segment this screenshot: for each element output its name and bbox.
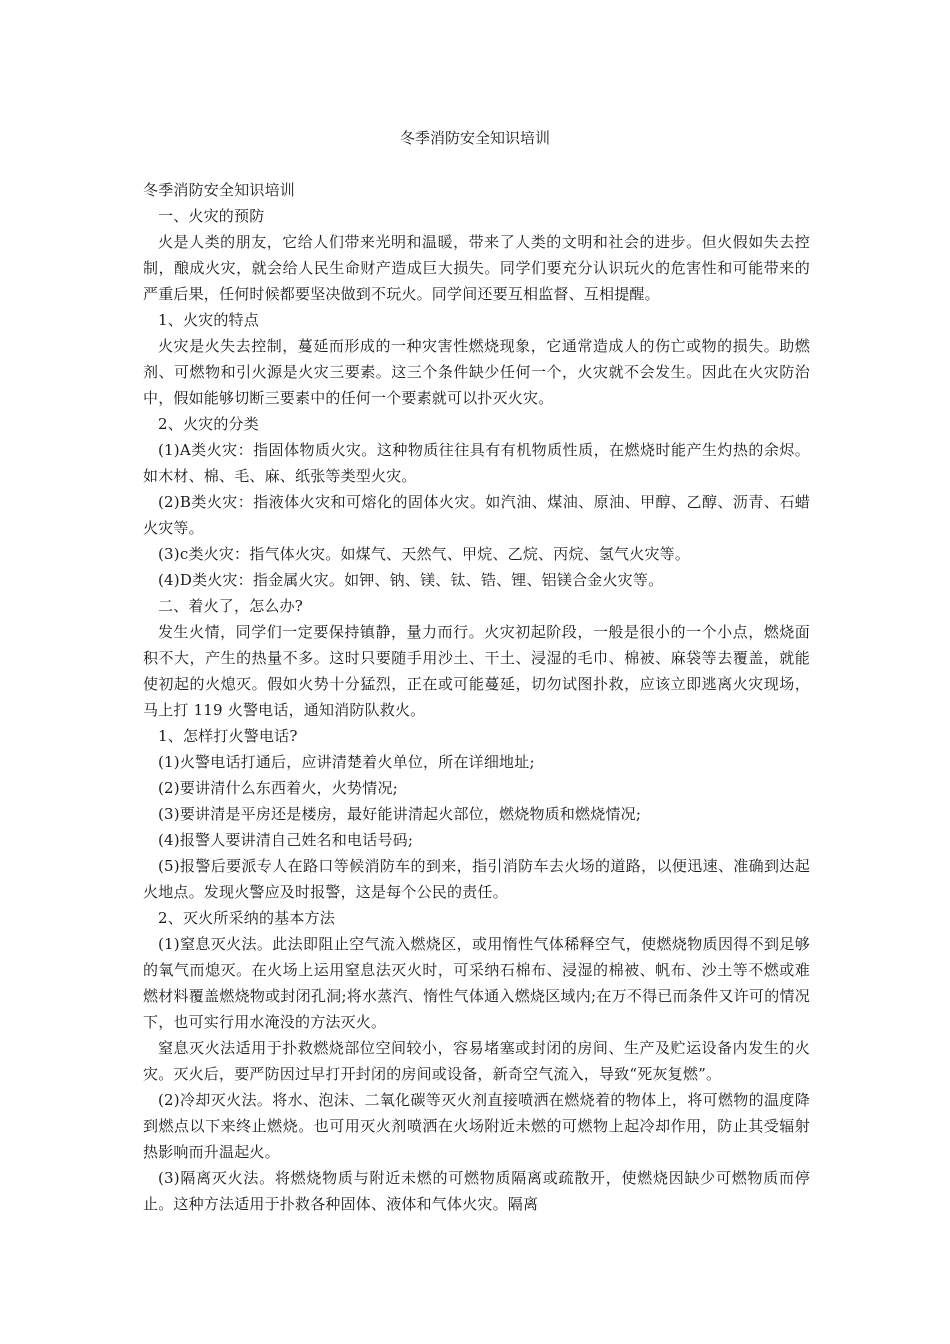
paragraph: 1、怎样打火警电话? [158,727,298,745]
paragraph: (5)报警后要派专人在路口等候消防车的到来，指引消防车去火场的道路，以便迅速、准确到达起火地点。发现火警应及时报警，这是每个公民的责任。 [143,857,810,901]
page-title: 冬季消防安全知识培训 [399,129,550,147]
paragraph: (3)隔离灭火法。将燃烧物质与附近未燃的可燃物质隔离或疏散开，使燃烧因缺少可燃物质而停止。这种方法适用于扑救各种固体、液体和气体火灾。隔离 [143,1169,810,1213]
paragraph: 1、火灾的特点 [158,311,259,329]
paragraph: 窒息灭火法适用于扑救燃烧部位空间较小，容易堵塞或封闭的房间、生产及贮运设备内发生的火灾。灭火后，要严防因过早打开封闭的房间或设备，新奇空气流入，导致“死灰复燃”。 [143,1039,810,1083]
paragraph: (4)报警人要讲清自己姓名和电话号码; [158,831,414,849]
paragraph: (4)D类火灾：指金属火灾。如钾、钠、镁、钛、锆、锂、铝镁合金火灾等。 [158,571,664,589]
paragraph: (3)要讲清是平房还是楼房，最好能讲清起火部位，燃烧物质和燃烧情况; [158,805,642,823]
paragraph: (2)B类火灾：指液体火灾和可熔化的固体火灾。如汽油、煤油、原油、甲醇、乙醇、沥青、石蜡火灾等。 [143,493,810,537]
paragraph: (2)要讲清什么东西着火，火势情况; [158,779,398,797]
paragraph: 冬季消防安全知识培训 [143,181,296,199]
paragraph: (1)火警电话打通后，应讲清楚着火单位，所在详细地址; [158,753,535,771]
paragraph: 火是人类的朋友，它给人们带来光明和温暖，带来了人类的文明和社会的进步。但火假如失去控制，酿成火灾，就会给人民生命财产造成巨大损失。同学们要充分认识玩火的危害性和可能带来的严重后果，任何时候都要坚决做到不玩火。同学间还要互相监督、互相提醒。 [143,233,810,303]
document-body [143,177,810,1217]
paragraph: 发生火情，同学们一定要保持镇静，量力而行。火灾初起阶段，一般是很小的一个小点，燃烧面积不大，产生的热量不多。这时只要随手用沙土、干土、浸湿的毛巾、棉被、麻袋等去覆盖，就能使初起的火熄灭。假如火势十分猛烈，正在或可能蔓延，切勿试图扑救，应该立即逃离火灾现场，马上打 119 火警电话，通知消防队救火。 [143,623,810,719]
paragraph: 火灾是火失去控制，蔓延而形成的一种灾害性燃烧现象，它通常造成人的伤亡或物的损失。助燃剂、可燃物和引火源是火灾三要素。这三个条件缺少任何一个，火灾就不会发生。因此在火灾防治中，假如能够切断三要素中的任何一个要素就可以扑灭火灾。 [143,337,810,407]
paragraph: (2)冷却灭火法。将水、泡沫、二氧化碳等灭火剂直接喷洒在燃烧着的物体上，将可燃物的温度降到燃点以下来终止燃烧。也可用灭火剂喷洒在火场附近未燃的可燃物上起冷却作用，防止其受辐射热影响而升温起火。 [143,1091,810,1161]
paragraph: (3)c类火灾：指气体火灾。如煤气、天然气、甲烷、乙烷、丙烷、氢气火灾等。 [158,545,691,563]
paragraph: (1)A类火灾：指固体物质火灾。这种物质往往具有有机物质性质，在燃烧时能产生灼热的余烬。如木材、棉、毛、麻、纸张等类型火灾。 [143,441,810,485]
paragraph: (1)窒息灭火法。此法即阻止空气流入燃烧区，或用惰性气体稀释空气，使燃烧物质因得不到足够的氧气而熄灭。在火场上运用窒息法灭火时，可采纳石棉布、浸湿的棉被、帆布、沙土等不燃或难燃材料覆盖燃烧物或封闭孔洞;将水蒸汽、惰性气体通入燃烧区域内;在万不得已而条件又许可的情况下，也可实行用水淹没的方法灭火。 [143,935,810,1031]
paragraph: 二、着火了，怎么办? [158,597,304,615]
paragraph: 2、火灾的分类 [158,415,259,433]
paragraph: 一、火灾的预防 [158,207,265,225]
paragraph: 2、灭火所采纳的基本方法 [158,909,335,927]
